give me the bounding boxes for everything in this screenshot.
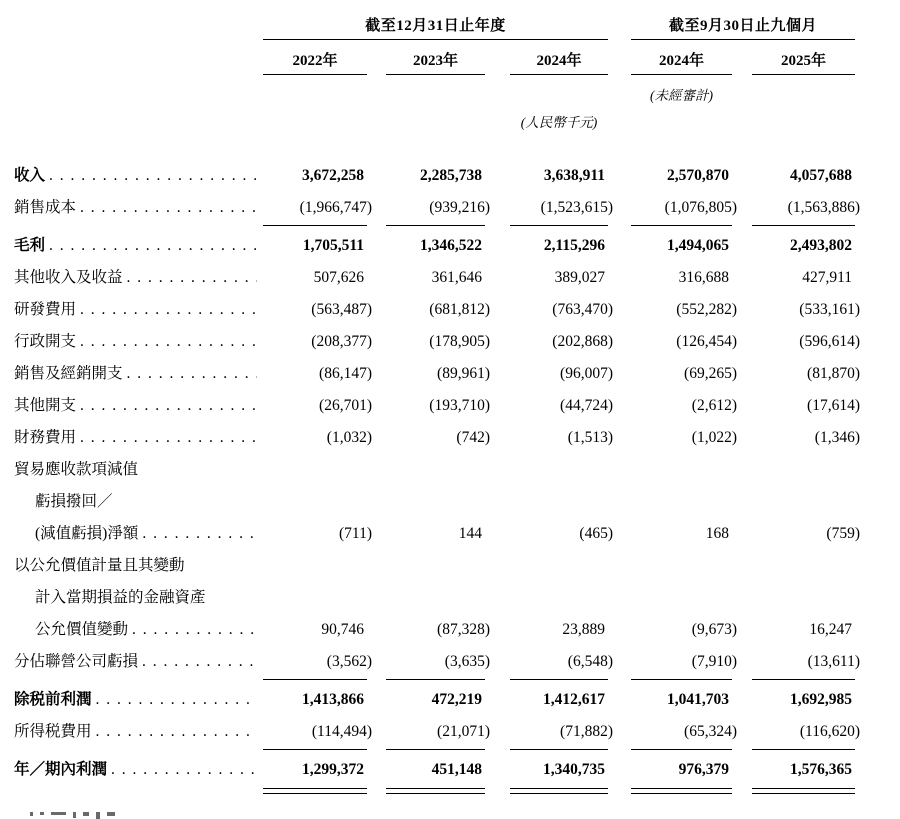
rule-double [367,786,485,798]
column-header-2025-9m: 2025年 [732,40,855,75]
cell-value: (1,966,747) [299,199,372,216]
cell-value: 1,412,617 [543,691,605,708]
rule-double [732,786,855,798]
row-label [14,754,263,786]
cell-value: (6,548) [567,653,613,670]
cell-value: 976,379 [678,761,729,778]
cell-value: (114,494) [311,723,372,740]
dot-leader [142,518,257,550]
cell-value: 2,570,870 [667,167,729,184]
column-header-2023: 2023年 [367,40,485,75]
row-label-line: 計入當期損益的金融資產 [35,589,206,606]
cell-value: (533,161) [799,301,860,318]
cell-value: (2,612) [691,397,737,414]
row-label-text: 其他開支 [14,397,77,414]
row-label-text: 所得税費用 [14,723,92,740]
rule-double [485,786,608,798]
cell-value: (596,614) [799,333,860,350]
cell-value: (7,910) [691,653,737,670]
cell-value: 1,576,365 [790,761,852,778]
cell-value: 316,688 [678,269,729,286]
cell-value: (1,513) [567,429,613,446]
dot-leader [111,754,257,786]
cell-value: (711) [339,525,372,542]
dot-leader [80,390,257,422]
row-label [14,262,263,294]
cell-value: 361,646 [431,269,482,286]
row-label [14,358,263,390]
cell-value: 472,219 [431,691,482,708]
cell-value: 1,299,372 [302,761,364,778]
column-header-2024-9m: 2024年 [608,40,732,75]
clipped-text-remnant [30,812,170,819]
cell-value: (1,346) [814,429,860,446]
cell-value: (763,470) [552,301,613,318]
cell-value: (44,724) [560,397,613,414]
cell-value: (126,454) [676,333,737,350]
row-label-line: 虧損撥回／ [35,493,113,510]
cell-value: 4,057,688 [790,167,852,184]
cell-value: 2,115,296 [543,237,605,254]
cell-value: (81,870) [807,365,860,382]
row-label [14,614,263,646]
currency-unit-note: (人民幣千元) [520,115,598,130]
cell-value: (939,216) [429,199,490,216]
cell-value: (17,614) [807,397,860,414]
dot-leader [142,646,257,678]
period-group-annual-label: 截至12月31日止年度 [263,14,608,40]
cell-value: (1,523,615) [540,199,613,216]
period-group-annual [263,14,608,40]
dot-leader [80,294,257,326]
dot-leader [49,230,257,262]
cell-value: 3,672,258 [302,167,364,184]
row-label [14,326,263,358]
row-label-text: 毛利 [14,237,46,254]
row-label-text: 銷售及經銷開支 [14,365,123,382]
cell-value: 1,340,735 [543,761,605,778]
cell-value: (202,868) [552,333,613,350]
cell-value: (116,620) [799,723,860,740]
dot-leader [49,160,257,192]
cell-value: (193,710) [429,397,490,414]
row-label-text: 公允價值變動 [35,621,129,638]
cell-value: 1,041,703 [667,691,729,708]
row-label [14,390,263,422]
row-label-text: 研發費用 [14,301,77,318]
row-label [14,518,263,550]
cell-value: (9,673) [691,621,737,638]
cell-value: (1,022) [691,429,737,446]
cell-value: 2,493,802 [790,237,852,254]
cell-value: (87,328) [437,621,490,638]
cell-value: 23,889 [562,621,605,638]
cell-value: 427,911 [802,269,852,286]
cell-value: (742) [456,429,490,446]
cell-value: (465) [579,525,613,542]
cell-value: (89,961) [437,365,490,382]
cell-value: 1,692,985 [790,691,852,708]
cell-value: (3,635) [444,653,490,670]
row-label-text: 分佔聯營公司虧損 [14,653,139,670]
row-label-text: (減值虧損)淨額 [35,525,139,542]
row-label [14,230,263,262]
row-label-text: 行政開支 [14,333,77,350]
dot-leader [96,716,257,748]
column-header-2024: 2024年 [485,40,608,75]
cell-value: (86,147) [319,365,372,382]
cell-value: 3,638,911 [543,167,605,184]
cell-value: (21,071) [437,723,490,740]
row-label-line: 以公允價值計量且其變動 [14,557,185,574]
period-group-nine-months [608,14,855,40]
row-label [14,160,263,192]
cell-value: 507,626 [313,269,364,286]
row-label-text: 收入 [14,167,46,184]
cell-value: (3,562) [326,653,372,670]
row-label [14,716,263,748]
cell-value: 389,027 [554,269,605,286]
dot-leader [127,262,257,294]
cell-value: (563,487) [311,301,372,318]
row-label-text: 銷售成本 [14,199,77,216]
cell-value: 451,148 [431,761,482,778]
row-label-text: 除税前利潤 [14,691,92,708]
cell-value: (1,032) [326,429,372,446]
cell-value: (96,007) [560,365,613,382]
cell-value: 168 [705,525,729,542]
cell-value: (1,076,805) [664,199,737,216]
rule-double [263,786,367,798]
row-label [14,192,263,224]
column-header-2022: 2022年 [263,40,367,75]
cell-value: (13,611) [807,653,860,670]
cell-value: (178,905) [429,333,490,350]
financial-statements-page [0,14,900,819]
cell-value: 90,746 [321,621,364,638]
cell-value: (69,265) [684,365,737,382]
rule-double [608,786,732,798]
cell-value: 2,285,738 [420,167,482,184]
row-label-text: 其他收入及收益 [14,269,123,286]
dot-leader [80,192,257,224]
row-label [14,294,263,326]
dot-leader [96,684,257,716]
row-label-text: 財務費用 [14,429,77,446]
cell-value: (552,282) [676,301,737,318]
dot-leader [127,358,257,390]
cell-value: 16,247 [809,621,852,638]
income-statement-table [14,14,860,798]
row-label-line: 貿易應收款項減值 [14,461,139,478]
cell-value: (1,563,886) [787,199,860,216]
cell-value: (759) [826,525,860,542]
row-label [14,646,263,678]
period-group-nine-months-label: 截至9月30日止九個月 [631,14,855,40]
cell-value: 144 [458,525,482,542]
dot-leader [80,326,257,358]
cell-value: 1,346,522 [420,237,482,254]
dot-leader [80,422,257,454]
cell-value: (681,812) [429,301,490,318]
cell-value: 1,705,511 [302,237,364,254]
cell-value: 1,413,866 [302,691,364,708]
cell-value: (71,882) [560,723,613,740]
cell-value: 1,494,065 [667,237,729,254]
row-label-text: 年／期內利潤 [14,761,108,778]
dot-leader [132,614,257,646]
cell-value: (208,377) [311,333,372,350]
unaudited-note: (未經審計) [650,88,713,103]
row-label [14,684,263,716]
header-spacer [14,131,855,160]
cell-value: (65,324) [684,723,737,740]
cell-value: (26,701) [319,397,372,414]
row-label [14,422,263,454]
